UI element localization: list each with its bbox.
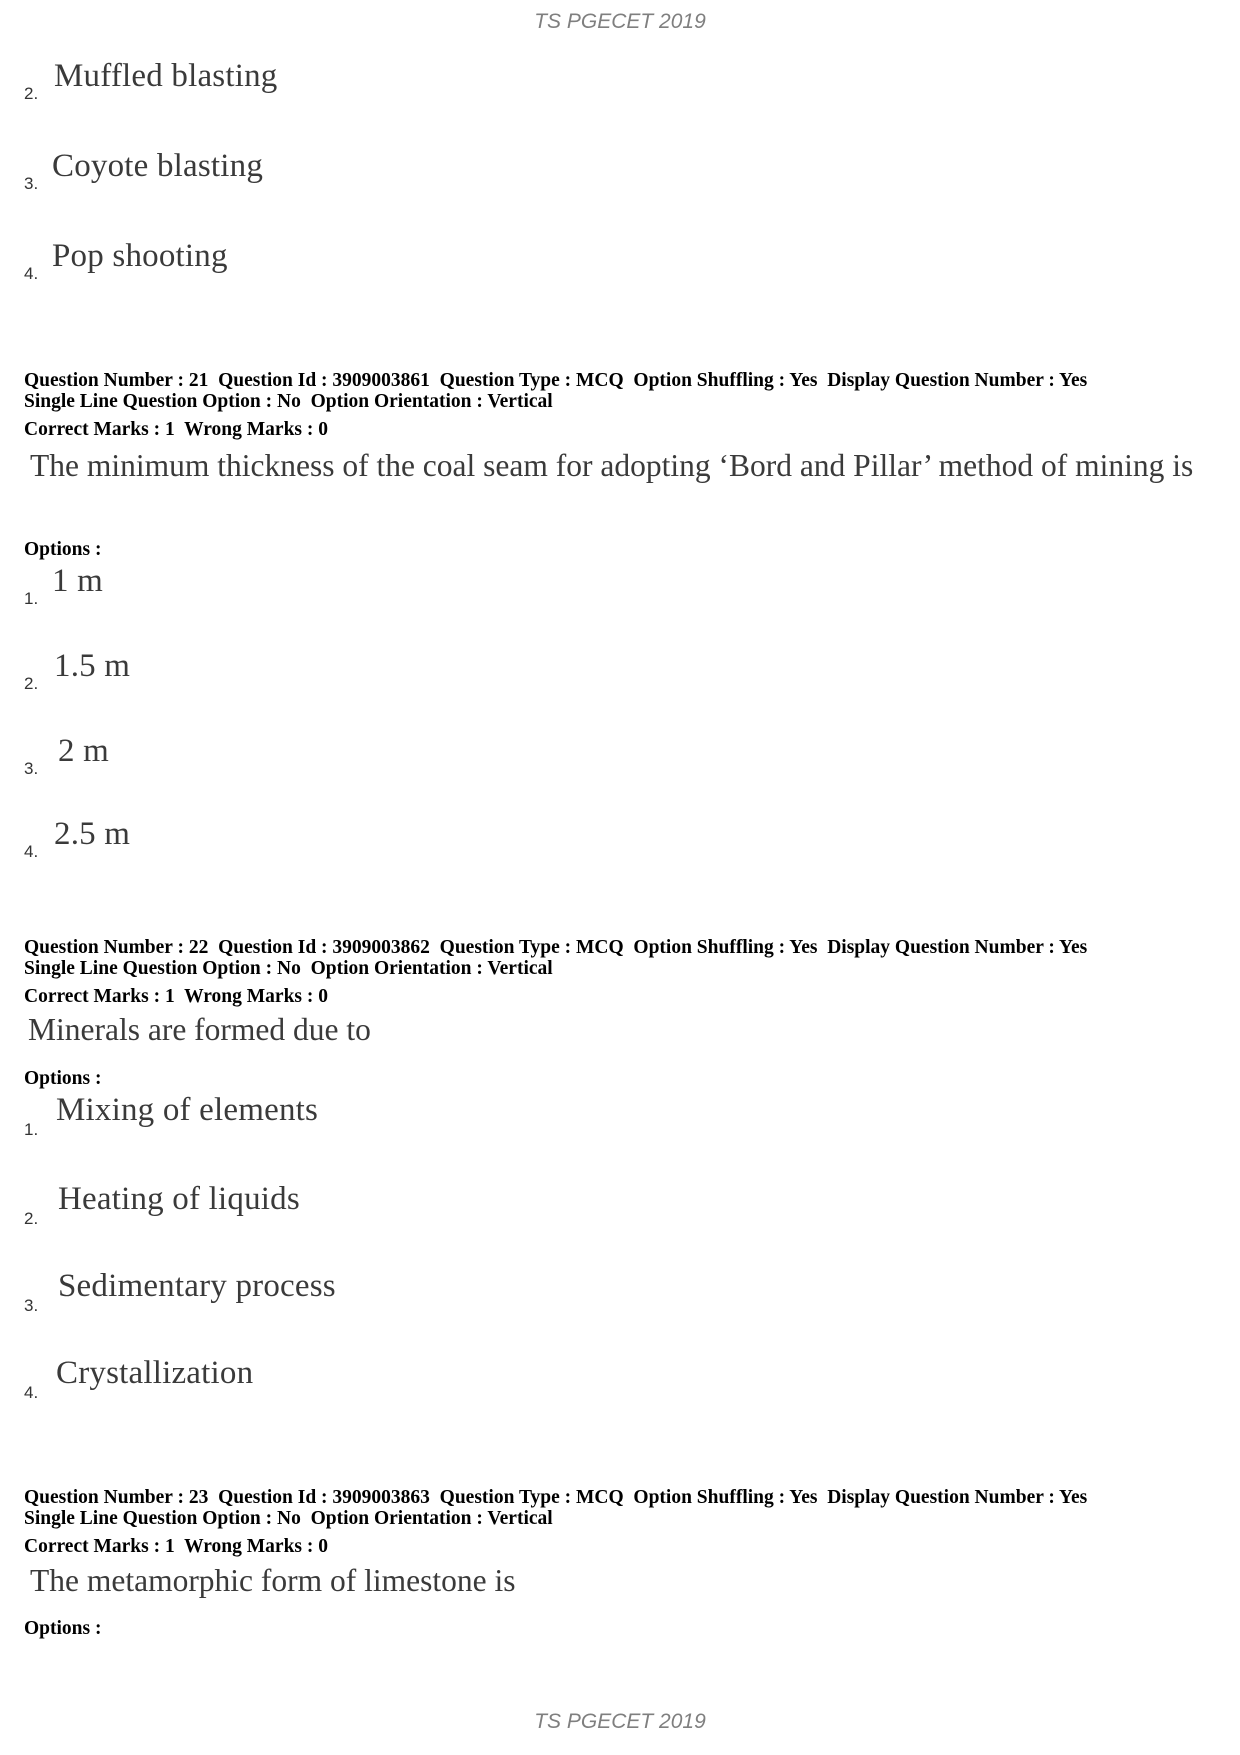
question-22-text: Minerals are formed due to — [28, 1012, 371, 1047]
question-23-options-label: Options : — [24, 1618, 102, 1639]
question-23-marks: Correct Marks : 1 Wrong Marks : 0 — [24, 1536, 329, 1557]
question-21-meta-line2: Single Line Question Option : No Option Orientation : Vertical — [24, 391, 553, 412]
option-number: 3. — [24, 759, 39, 778]
question-23-meta-line2: Single Line Question Option : No Option Orientation : Vertical — [24, 1508, 553, 1529]
question-22-marks: Correct Marks : 1 Wrong Marks : 0 — [24, 986, 329, 1007]
question-21-meta-line1: Question Number : 21 Question Id : 3909003861 Question Type : MCQ Option Shuffling : Yes Display Question Number : Yes — [24, 370, 1088, 391]
option-text: Muffled blasting — [54, 58, 278, 94]
option-number: 3. — [24, 174, 39, 193]
option-text: Heating of liquids — [58, 1181, 300, 1217]
option-text: Crystallization — [56, 1355, 254, 1391]
option-number: 1. — [24, 589, 39, 608]
option-number: 2. — [24, 674, 39, 693]
question-21-marks: Correct Marks : 1 Wrong Marks : 0 — [24, 419, 329, 440]
question-22-meta-line1: Question Number : 22 Question Id : 3909003862 Question Type : MCQ Option Shuffling : Yes Display Question Number : Yes — [24, 937, 1088, 958]
option-text: Coyote blasting — [52, 148, 264, 184]
question-22-meta-line2: Single Line Question Option : No Option Orientation : Vertical — [24, 958, 553, 979]
option-number: 2. — [24, 1209, 39, 1228]
option-text: 1.5 m — [54, 648, 131, 684]
option-number: 4. — [24, 842, 39, 861]
option-number: 4. — [24, 1383, 39, 1402]
option-text: 2 m — [58, 733, 110, 769]
option-number: 1. — [24, 1120, 39, 1139]
question-21-text: The minimum thickness of the coal seam for adopting ‘Bord and Pillar’ method of mining is — [30, 448, 1194, 483]
page-header: TS PGECET 2019 — [534, 10, 706, 33]
question-23-text: The metamorphic form of limestone is — [30, 1563, 516, 1598]
option-number: 4. — [24, 264, 39, 283]
option-number: 2. — [24, 84, 39, 103]
option-text: Pop shooting — [52, 238, 228, 274]
option-number: 3. — [24, 1296, 39, 1315]
question-23-meta-line1: Question Number : 23 Question Id : 3909003863 Question Type : MCQ Option Shuffling : Yes Display Question Number : Yes — [24, 1487, 1088, 1508]
option-text: Sedimentary process — [58, 1268, 336, 1304]
option-text: Mixing of elements — [56, 1092, 319, 1128]
question-22-options-label: Options : — [24, 1068, 102, 1089]
option-text: 1 m — [52, 563, 104, 599]
question-21-options-label: Options : — [24, 539, 102, 560]
page-footer: TS PGECET 2019 — [534, 1710, 706, 1733]
option-text: 2.5 m — [54, 816, 131, 852]
